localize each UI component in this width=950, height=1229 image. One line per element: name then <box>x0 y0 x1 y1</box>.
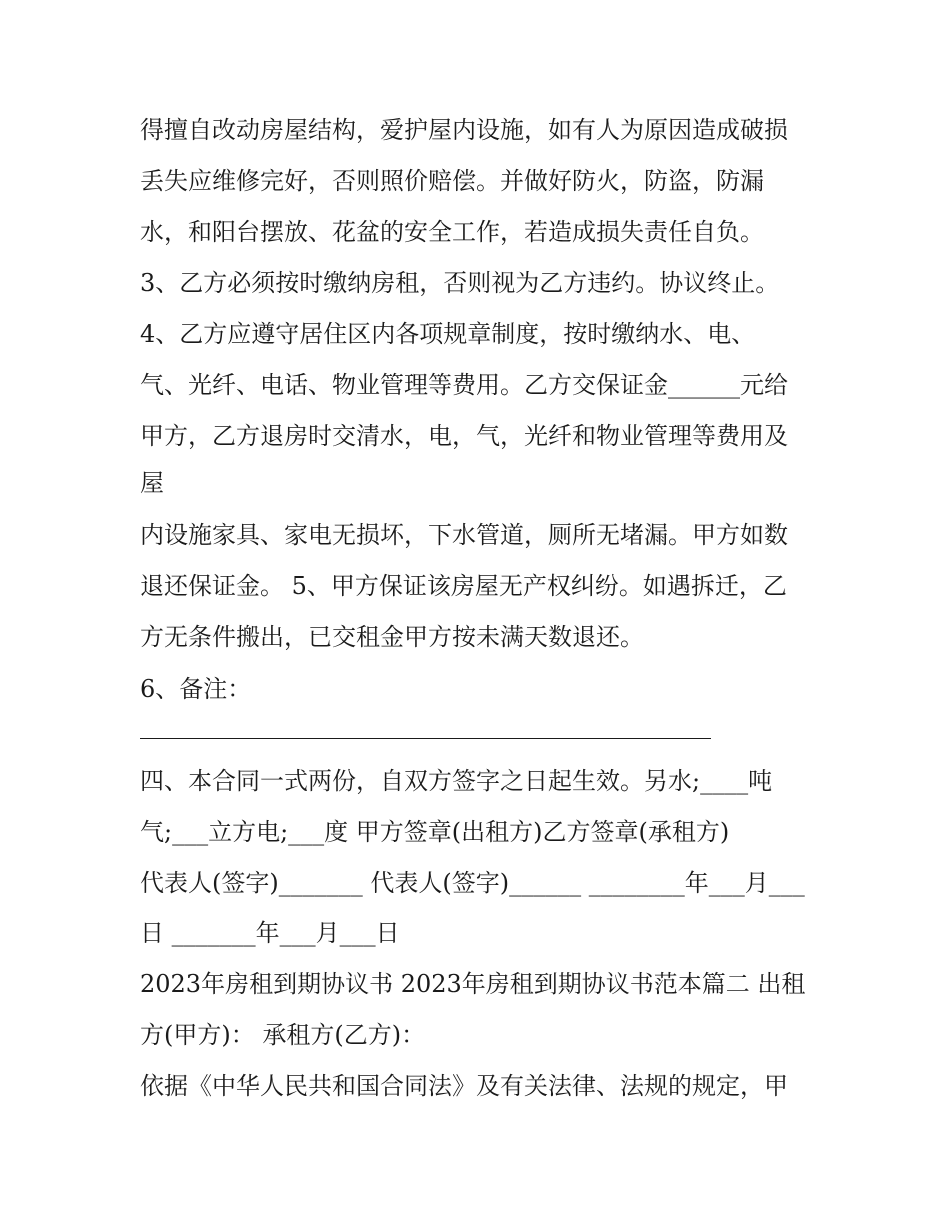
section-heading-line: 2023年房租到期协议书 2023年房租到期协议书范本篇二 出租 <box>140 970 806 998</box>
paragraph-line: 屋 <box>140 469 164 497</box>
remarks-underline <box>140 738 711 739</box>
paragraph-line: 依据《中华人民共和国合同法》及有关法律、法规的规定，甲 <box>140 1072 788 1100</box>
paragraph-line: 丢失应维修完好，否则照价赔偿。并做好防火，防盗，防漏 <box>140 167 764 195</box>
clause-6-remarks: 6、备注： <box>140 675 252 703</box>
signature-line: 气;___立方电;___度 甲方签章(出租方)乙方签章(承租方) <box>140 818 730 846</box>
paragraph-line: 水，和阳台摆放、花盆的安全工作，若造成损失责任自负。 <box>140 218 764 246</box>
paragraph-line: 内设施家具、家电无损坏，下水管道，厕所无堵漏。甲方如数 <box>140 521 788 549</box>
date-line: 日 _______年___月___日 <box>140 919 400 947</box>
parties-line: 方(甲方)： 承租方(乙方)： <box>140 1021 426 1049</box>
paragraph-line: 气、光纤、电话、物业管理等费用。乙方交保证金______元给 <box>140 371 788 399</box>
clause-4-line: 4、乙方应遵守居住区内各项规章制度，按时缴纳水、电、 <box>140 320 756 348</box>
clause-5-line: 退还保证金。 5、甲方保证该房屋无产权纠纷。如遇拆迁，乙 <box>140 572 787 600</box>
representative-signature-line: 代表人(签字)_______ 代表人(签字)______ ________年___月___ <box>140 869 805 897</box>
paragraph-line: 方无条件搬出，已交租金甲方按未满天数退还。 <box>140 623 644 651</box>
section-4-line: 四、本合同一式两份，自双方签字之日起生效。另水;____吨 <box>140 767 773 795</box>
paragraph-line: 得擅自改动房屋结构，爱护屋内设施，如有人为原因造成破损 <box>140 116 788 144</box>
clause-3-line: 3、乙方必须按时缴纳房租，否则视为乙方违约。协议终止。 <box>140 269 780 297</box>
paragraph-line: 甲方，乙方退房时交清水，电，气，光纤和物业管理等费用及 <box>140 422 788 450</box>
